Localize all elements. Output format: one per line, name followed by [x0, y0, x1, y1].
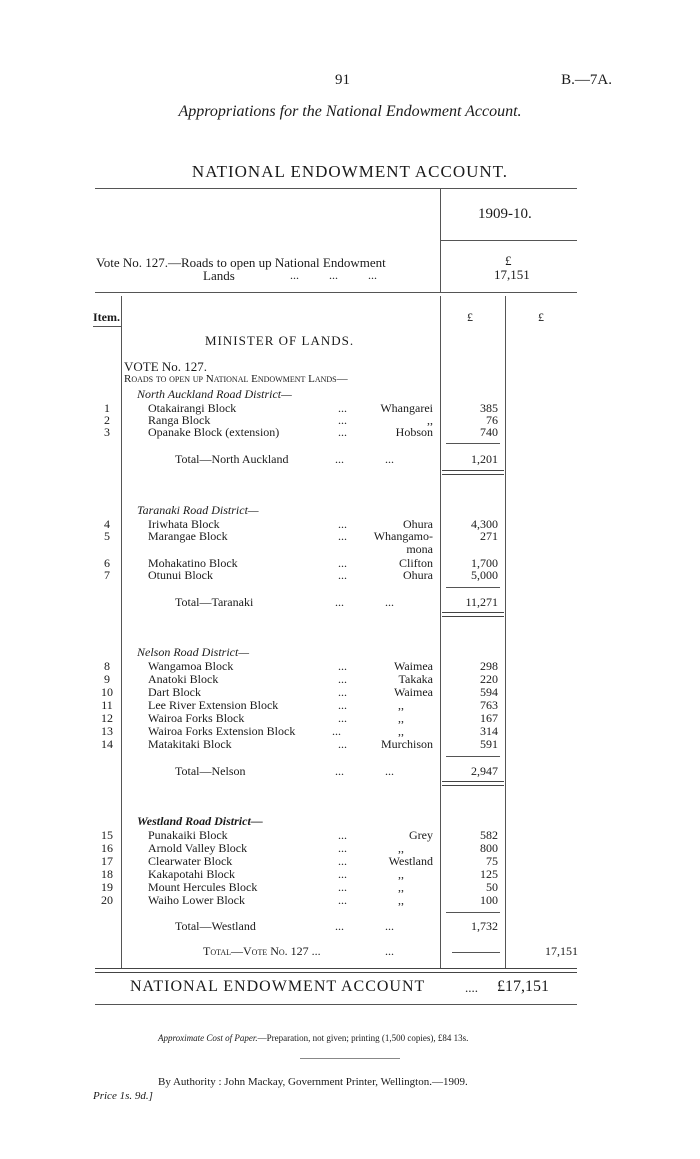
subtotal-dots: ... [385, 919, 394, 933]
item-name: Punakaiki Block [148, 828, 228, 842]
item-name: Anatoki Block [148, 672, 219, 686]
subtotal-rule [446, 443, 500, 444]
vote-summary-amount: 17,151 [494, 267, 530, 282]
item-dots: ... [338, 517, 347, 531]
item-dots: ... [338, 893, 347, 907]
item-number: 13 [101, 724, 113, 738]
cost-note-text: —Preparation, not given; printing (1,500 copies), £84 13s. [257, 1033, 469, 1043]
subtotal-amount: 2,947 [471, 764, 498, 778]
item-name: Mount Hercules Block [148, 880, 258, 894]
item-locality: Hobson [395, 425, 433, 439]
subtotal-double-rule [442, 781, 504, 786]
cost-note [158, 1033, 468, 1043]
footer-rule [95, 1004, 577, 1005]
district-heading-taranaki: Taranaki Road District— [137, 503, 259, 517]
item-amount: 314 [480, 724, 498, 738]
item-amount: 800 [480, 841, 498, 855]
item-amount: 167 [480, 711, 498, 725]
top-rule [95, 188, 577, 189]
item-dots: ... [338, 828, 347, 842]
subtotal-rule [446, 587, 500, 588]
item-number: 2 [104, 413, 110, 427]
item-amount: 125 [480, 867, 498, 881]
subtotal-dots: ... [335, 919, 344, 933]
item-number: 9 [104, 672, 110, 686]
item-dots: ... [338, 698, 347, 712]
item-name: Arnold Valley Block [148, 841, 248, 855]
item-dots: ... [338, 867, 347, 881]
item-name: Mohakatino Block [148, 556, 238, 570]
item-locality-continued: mona [406, 542, 433, 556]
item-dots: ... [338, 672, 347, 686]
year-rule [440, 240, 577, 241]
item-name: Lee River Extension Block [148, 698, 279, 712]
pound-column-header-1: £ [467, 310, 473, 324]
item-locality: Waimea [393, 659, 433, 673]
item-amount: 385 [480, 401, 498, 415]
vote-summary-dots: ... ... ... [290, 268, 377, 282]
item-locality: ,, [427, 413, 433, 427]
item-dots: ... [338, 568, 347, 582]
item-dots: ... [338, 737, 347, 751]
item-locality: ,, [398, 698, 404, 712]
item-locality: Grey [409, 828, 433, 842]
item-locality: ,, [398, 841, 404, 855]
printer-imprint: By Authority : John Mackay, Government Printer, Wellington.—1909. [158, 1076, 468, 1088]
subtotal-label: Total—Nelson [175, 764, 246, 778]
item-name: Otakairangi Block [148, 401, 237, 415]
item-locality: ,, [398, 724, 404, 738]
subtotal-dots: ... [335, 764, 344, 778]
item-dots: ... [338, 841, 347, 855]
vote-summary-line2: Lands [203, 268, 235, 283]
item-number: 18 [101, 867, 113, 881]
item-number: 3 [104, 425, 110, 439]
item-number: 10 [101, 685, 113, 699]
grand-total-rule [452, 952, 500, 953]
item-name: Wairoa Forks Block [148, 711, 245, 725]
item-locality: ,, [398, 867, 404, 881]
amount-column-divider [440, 296, 441, 968]
grand-total-label: Total—Vote No. 127 ... [203, 944, 321, 958]
item-amount: 50 [486, 880, 498, 894]
vote-summary-currency: £ [505, 253, 512, 268]
item-number: 4 [104, 517, 110, 531]
item-name: Matakitaki Block [148, 737, 232, 751]
total-column-divider [505, 296, 506, 968]
subtotal-amount: 1,732 [471, 919, 498, 933]
item-number: 20 [101, 893, 113, 907]
vote-summary-line1: Vote No. 127.—Roads to open up National Endowment [96, 255, 386, 270]
item-amount: 4,300 [471, 517, 498, 531]
district-heading-north-auckland: North Auckland Road District— [137, 387, 292, 401]
item-number: 12 [101, 711, 113, 725]
item-locality: Whangarei [380, 401, 433, 415]
minister-heading: MINISTER OF LANDS. [205, 333, 355, 348]
item-amount: 75 [486, 854, 498, 868]
item-amount: 763 [480, 698, 498, 712]
table-bottom-double-rule [95, 968, 577, 973]
subtotal-label: Total—North Auckland [175, 452, 289, 466]
footer-total-dots: .... [465, 980, 478, 995]
item-locality: ,, [398, 880, 404, 894]
item-dots: ... [338, 401, 347, 415]
item-amount: 76 [486, 413, 498, 427]
item-name: Opanake Block (extension) [148, 425, 280, 439]
item-amount: 100 [480, 893, 498, 907]
subtotal-label: Total—Taranaki [175, 595, 254, 609]
item-amount: 1,700 [471, 556, 498, 570]
item-name: Waiho Lower Block [148, 893, 246, 907]
item-locality: ,, [398, 711, 404, 725]
pound-column-header-2: £ [538, 310, 544, 324]
district-heading-nelson: Nelson Road District— [137, 645, 250, 659]
price-note: Price 1s. 9d.] [93, 1090, 153, 1102]
item-name: Dart Block [148, 685, 201, 699]
item-number: 5 [104, 529, 110, 543]
running-title: Appropriations for the National Endowment Account. [178, 103, 522, 120]
summary-rule [95, 292, 577, 293]
item-column-divider [121, 296, 122, 968]
item-name: Wairoa Forks Extension Block [148, 724, 296, 738]
item-dots: ... [338, 854, 347, 868]
item-number: 8 [104, 659, 110, 673]
item-number: 11 [101, 698, 113, 712]
item-header-underline [93, 326, 121, 327]
item-amount: 591 [480, 737, 498, 751]
grand-total-amount: 17,151 [545, 944, 578, 958]
page-number: 91 [335, 72, 350, 88]
item-dots: ... [338, 529, 347, 543]
imprint-rule [300, 1058, 400, 1059]
cost-note-label: Approximate Cost of Paper. [158, 1033, 258, 1043]
item-name: Kakapotahi Block [148, 867, 235, 881]
item-locality: Murchison [381, 737, 433, 751]
roads-heading: Roads to open up National Endowment Lands— [124, 373, 348, 385]
subtotal-rule [446, 912, 500, 913]
item-column-header: Item. [93, 310, 120, 324]
item-name: Clearwater Block [148, 854, 233, 868]
item-locality: Ohura [403, 568, 433, 582]
item-number: 17 [101, 854, 113, 868]
subtotal-dots: ... [335, 452, 344, 466]
item-locality: Westland [388, 854, 433, 868]
subtotal-double-rule [442, 612, 504, 617]
subtotal-dots: ... [385, 764, 394, 778]
footer-total-label: NATIONAL ENDOWMENT ACCOUNT [130, 978, 426, 995]
item-number: 7 [104, 568, 110, 582]
subtotal-label: Total—Westland [175, 919, 256, 933]
subtotal-rule [446, 756, 500, 757]
item-amount: 298 [480, 659, 498, 673]
vote-label: VOTE No. 127. [124, 359, 208, 374]
item-amount: 5,000 [471, 568, 498, 582]
item-name: Otunui Block [148, 568, 213, 582]
item-dots: ... [338, 425, 347, 439]
item-amount: 271 [480, 529, 498, 543]
item-amount: 594 [480, 685, 498, 699]
item-number: 19 [101, 880, 113, 894]
item-dots: ... [338, 659, 347, 673]
item-locality: Clifton [398, 556, 433, 570]
item-locality: Whangamo- [373, 529, 433, 543]
subtotal-dots: ... [385, 595, 394, 609]
item-locality: Takaka [398, 672, 433, 686]
item-amount: 740 [480, 425, 498, 439]
item-number: 16 [101, 841, 113, 855]
item-number: 6 [104, 556, 110, 570]
subtotal-amount: 1,201 [471, 452, 498, 466]
item-number: 14 [101, 737, 113, 751]
item-dots: ... [338, 880, 347, 894]
item-number: 15 [101, 828, 113, 842]
item-locality: Waimea [393, 685, 433, 699]
item-dots: ... [332, 724, 341, 738]
item-dots: ... [338, 413, 347, 427]
subtotal-dots: ... [385, 452, 394, 466]
document-reference: B.—7A. [561, 72, 612, 88]
item-locality: ,, [398, 893, 404, 907]
grand-total-dots: ... [385, 944, 394, 958]
item-dots: ... [338, 711, 347, 725]
district-heading-westland: Westland Road District— [137, 814, 263, 828]
item-name: Ranga Block [148, 413, 211, 427]
item-amount: 220 [480, 672, 498, 686]
item-locality: Ohura [403, 517, 433, 531]
year-heading: 1909-10. [478, 206, 532, 222]
item-name: Iriwhata Block [148, 517, 220, 531]
subtotal-amount: 11,271 [465, 595, 498, 609]
item-dots: ... [338, 556, 347, 570]
subtotal-dots: ... [335, 595, 344, 609]
footer-total-amount: £17,151 [497, 978, 549, 995]
item-amount: 582 [480, 828, 498, 842]
item-name: Marangae Block [148, 529, 228, 543]
item-name: Wangamoa Block [148, 659, 234, 673]
item-dots: ... [338, 685, 347, 699]
page-title: NATIONAL ENDOWMENT ACCOUNT. [191, 162, 509, 181]
item-number: 1 [104, 401, 110, 415]
subtotal-double-rule [442, 470, 504, 475]
